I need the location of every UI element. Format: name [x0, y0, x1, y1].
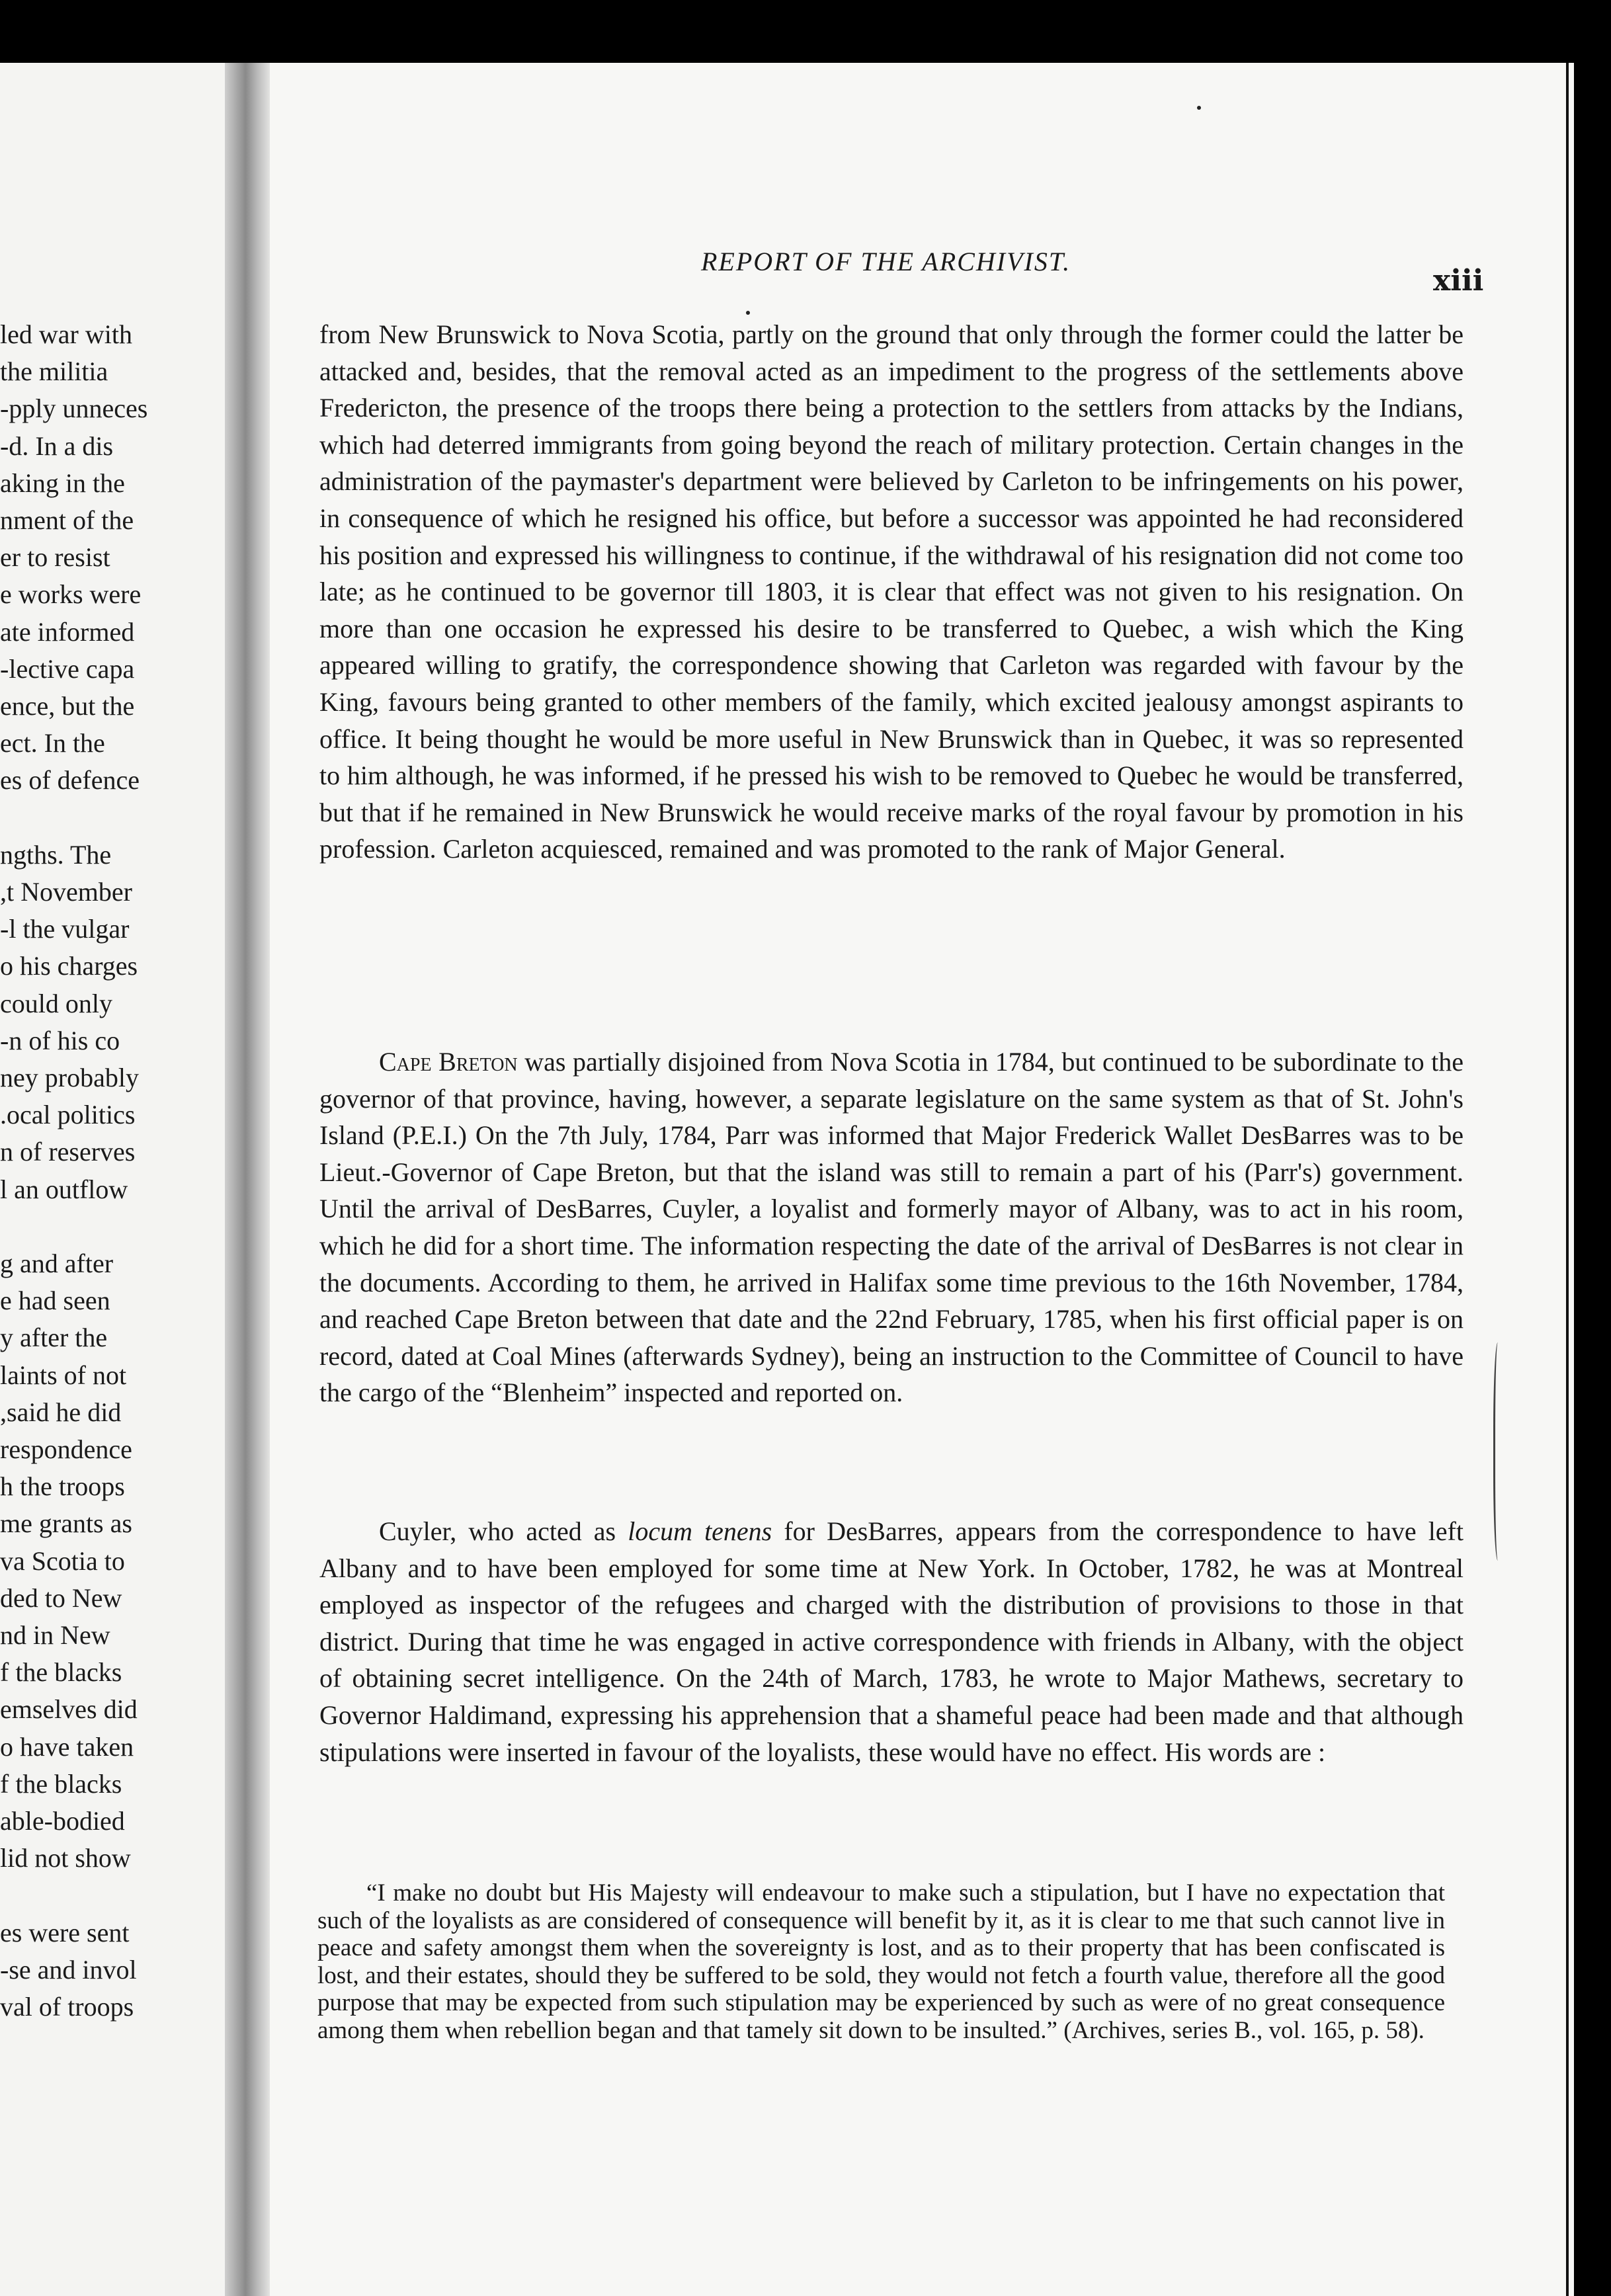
- previous-page-line: ngths. The: [0, 839, 112, 870]
- previous-page-line: t November,: [0, 877, 132, 907]
- previous-page-line: ate informed: [0, 616, 135, 647]
- previous-page-line: able-bodied: [0, 1806, 125, 1836]
- margin-mark: [1493, 1342, 1505, 1561]
- previous-page-line: es of defence: [0, 765, 140, 796]
- scan-speck: [1197, 106, 1201, 110]
- quote-text: “I make no doubt but His Majesty will endeavour to make such a stipulation, but I have no expectation that such of the loyalists as are considered of consequence will benefit by it, as it is clear to me that such cannot live in peace and safety amongst them when the sovereignty is lost, and as to their property that has been confiscated is lost, and their estates, should they be suffered to be sold, they would not fetch a fourth value, therefore all the good purpose that may be expected from such stipulation may be experienced by such as were of no great consequence among them when rebellion began and that tamely sit down to be insulted.” (Archives, series B., vol. 165, p. 58).: [317, 1879, 1445, 2044]
- previous-page-line: val of troops: [0, 1992, 134, 2022]
- previous-page-line: o have taken: [0, 1731, 134, 1762]
- previous-page-line: e had seen: [0, 1286, 110, 1316]
- book-gutter: [225, 63, 271, 2296]
- previous-page-line: emselves did: [0, 1694, 138, 1725]
- italic-term: locum tenens: [628, 1516, 772, 1546]
- previous-page-line: lective capa-: [0, 653, 135, 684]
- paragraph-body: for DesBarres, appears from the correspondence to have left Albany and to have been employed for some time at New York. In October, 1782, he was at Montreal employed as inspector of the refugees and charged with the distribution of provisions to those in that district. During that time he was engaged in active correspondence with friends in Albany, with the object of obtaining secret intelligence. On the 24th of March, 1783, he wrote to Major Mathews, secretary to Governor Haldimand, expressing his apprehension that a shameful peace had been made and that although stipulations were inserted in favour of the loyalists, these would have no effect. His words are :: [319, 1516, 1464, 1767]
- block-quote: [317, 1879, 1445, 2044]
- previous-page-line: l an outflow: [0, 1174, 128, 1204]
- previous-page-line: va Scotia to: [0, 1545, 125, 1576]
- previous-page-line: e works were: [0, 579, 142, 610]
- previous-page-line: f the blacks: [0, 1657, 122, 1688]
- previous-page-line: the militia: [0, 356, 108, 387]
- previous-page-line: lid not show: [0, 1843, 131, 1873]
- previous-page-line: led war with: [0, 319, 132, 349]
- previous-page-line: d. In a dis-: [0, 430, 114, 461]
- previous-page-line: aking in the: [0, 468, 125, 498]
- paragraph-text: from New Brunswick to Nova Scotia, partly on the ground that only through the former could the latter be attacked and, besides, that the removal acted as an impediment to the progress of the settlements above Fredericton, the presence of the troops there being a protection to the settlers from attacks by the Indians, which had deterred immigrants from going beyond the reach of military protection. Certain changes in the administration of the paymaster's department were believed by Carleton to be infringements on his power, in consequence of which he resigned his office, but before a successor was appointed he had reconsidered his position and expressed his willingness to continue, if the withdrawal of his resignation did not come too late; as he continued to be governor till 1803, it is clear that effect was not given to his resignation. On more than one occasion he expressed his desire to be transferred to Quebec, a wish which the King appeared willing to gratify, the correspondence showing that Carleton was regarded with favour by the King, favours being granted to other members of the family, which excited jealousy amongst aspirants to office. It being thought he would be more useful in New Brunswick than in Quebec, it was so represented to him although, he was informed, if he pressed his wish to be removed to Quebec he would be transferred, but that if he remained in New Brunswick he would receive marks of the royal favour by promotion in his profession. Carleton acquiesced, remained and was promoted to the rank of Major General.: [319, 319, 1464, 864]
- paragraph-text: [319, 1513, 1464, 1770]
- paragraph-body: was partially disjoined from Nova Scotia in 1784, but continued to be subordinate to the governor of that province, having, however, a separate legislature on the same system as that of St. John's Island (P.E.I.) On the 7th July, 1784, Parr was informed that Major Frederick Wallet DesBarres was to be Lieut.-Governor of Cape Breton, but that the island was still to remain a part of his (Parr's) government. Until the arrival of DesBarres, Cuyler, a loyalist and formerly mayor of Albany, was to act in his room, which he did for a short time. The information respecting the date of the arrival of DesBarres is not clear in the documents. According to them, he arrived in Halifax some time previous to the 16th November, 1784, and reached Cape Breton between that date and the 22nd February, 1785, when his first official paper is on record, dated at Coal Mines (afterwards Sydney), being an instruction to the Committee of Council to have the cargo of the “Blenheim” inspected and reported on.: [319, 1047, 1464, 1408]
- scan-speck: [746, 311, 750, 315]
- page-number: xiii: [1433, 264, 1484, 298]
- previous-page-line: l the vulgar-: [0, 914, 130, 944]
- paragraph-cuyler: [319, 1513, 1464, 1770]
- previous-page-line: nment of the: [0, 505, 134, 535]
- previous-page-line: n of his co-: [0, 1025, 120, 1055]
- scan-margin: [1574, 63, 1611, 2296]
- paragraph-carleton: [319, 316, 1464, 868]
- previous-page-line: respondence: [0, 1434, 132, 1464]
- previous-page-line: me grants as: [0, 1508, 132, 1539]
- previous-page-line: ney probably: [0, 1063, 139, 1092]
- previous-page-line: n of reserves: [0, 1137, 136, 1167]
- previous-page-line: o his charges: [0, 951, 138, 981]
- previous-page-line: er to resist: [0, 542, 110, 573]
- previous-page-line: ocal politics.: [0, 1100, 136, 1130]
- paragraph-body: Cuyler, who acted as: [379, 1516, 628, 1546]
- small-caps-lead: Cape Breton: [379, 1047, 518, 1077]
- previous-page-line: h the troops: [0, 1471, 125, 1502]
- previous-page-line: could only: [0, 988, 112, 1018]
- paragraph-text: [319, 1044, 1464, 1411]
- previous-page-line: es were sent: [0, 1917, 130, 1948]
- previous-page-line: pply unneces-: [0, 393, 148, 424]
- previous-page-line: ded to New: [0, 1582, 122, 1613]
- previous-page-line: y after the: [0, 1323, 108, 1353]
- previous-page-line: laints of not: [0, 1360, 127, 1390]
- previous-page-line: g and after: [0, 1249, 114, 1278]
- running-head: REPORT OF THE ARCHIVIST.: [701, 247, 1071, 276]
- previous-page-line: nd in New: [0, 1620, 110, 1650]
- previous-page-line: said he did,: [0, 1397, 122, 1427]
- paragraph-cape-breton: [319, 1044, 1464, 1411]
- previous-page-line: se and invol-: [0, 1954, 137, 1985]
- previous-page-line: ect. In the: [0, 728, 105, 758]
- page-edge-line: [1566, 63, 1569, 2296]
- previous-page-line: ence, but the: [0, 691, 135, 721]
- previous-page-line: f the blacks: [0, 1768, 122, 1799]
